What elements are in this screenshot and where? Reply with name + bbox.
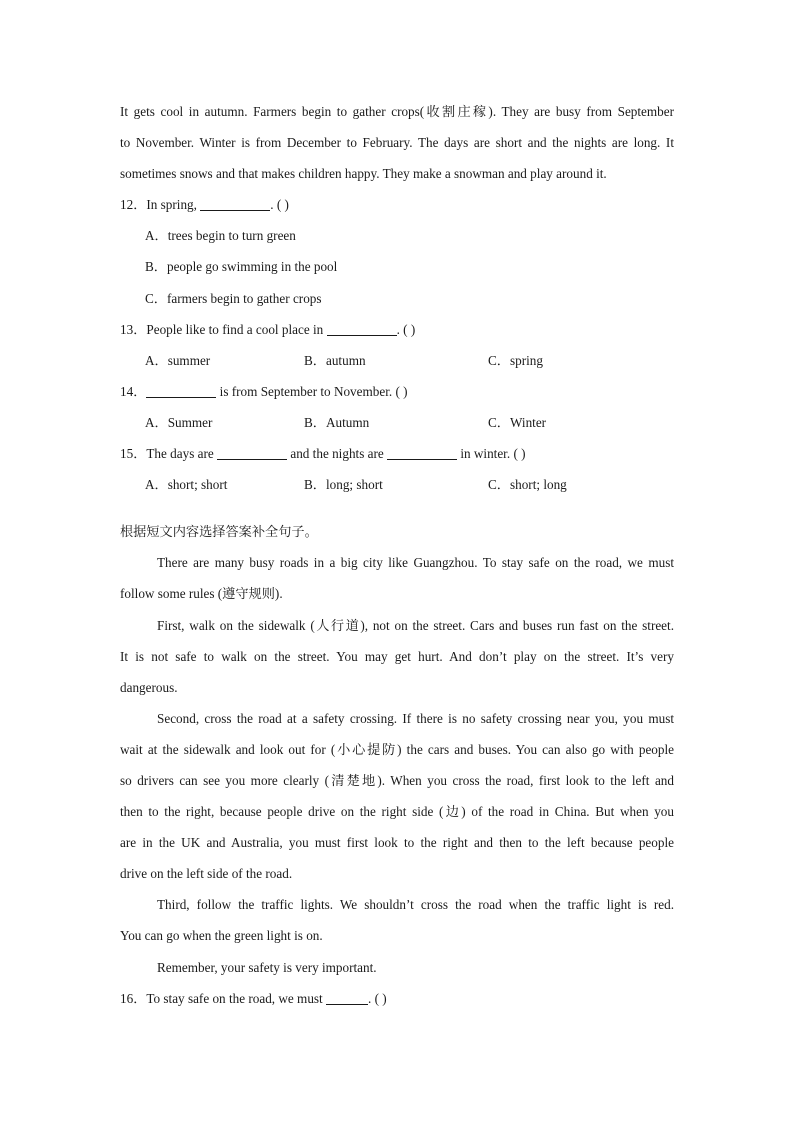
options-row	[120, 469, 674, 500]
passage-line: It gets cool in autumn. Farmers begin to gather crops(收割庄稼). They are busy from September	[120, 104, 674, 119]
option-c[interactable]: C．short; long	[488, 477, 567, 493]
passage-line: Second, cross the road at a safety crossing. If there is no safety crossing near you, you must	[157, 710, 674, 726]
answer-blank[interactable]	[387, 446, 457, 460]
passage-line: You can go when the green light is on.	[120, 928, 323, 944]
option-b[interactable]: B．people go swimming in the pool	[145, 259, 338, 275]
passage-line: drive on the left side of the road.	[120, 866, 293, 882]
answer-blank[interactable]	[146, 384, 216, 398]
option-c[interactable]: C．spring	[488, 352, 543, 368]
answer-blank[interactable]	[200, 197, 270, 211]
option-c[interactable]: C．farmers begin to gather crops	[145, 290, 322, 306]
option-b[interactable]: B．autumn	[304, 352, 366, 368]
option-a[interactable]: A．Summer	[145, 414, 213, 430]
option-b[interactable]: B．Autumn	[304, 414, 370, 430]
answer-blank[interactable]	[326, 991, 368, 1005]
passage-line: It is not safe to walk on the street. You may get hurt. And don’t play on the street. It’s very	[120, 648, 674, 664]
passage-line: so drivers can see you more clearly (清楚地). When you cross the road, first look to the left and	[120, 772, 674, 788]
option-a[interactable]: A．trees begin to turn green	[145, 228, 296, 244]
answer-blank[interactable]	[327, 322, 397, 336]
passage-line: dangerous.	[120, 679, 178, 695]
document-page	[120, 96, 674, 1014]
passage-line: Remember, your safety is very important.	[157, 959, 377, 975]
passage-line: sometimes snows and that makes children happy. They make a snowman and play around it.	[120, 166, 607, 182]
question-13: 13．People like to find a cool place in . ( )	[120, 321, 416, 337]
question-12: 12．In spring, . ( )	[120, 197, 289, 213]
section-instruction: 根据短文内容选择答案补全句子。	[120, 524, 318, 540]
options-row	[120, 345, 674, 376]
option-c[interactable]: C．Winter	[488, 414, 547, 430]
passage-line: First, walk on the sidewalk (人行道), not on the street. Cars and buses run fast on the street.	[157, 617, 674, 633]
question-15: 15．The days are and the nights are in winter. ( )	[120, 446, 526, 462]
passage-line: are in the UK and Australia, you must first look to the right and then to the left because people	[120, 835, 674, 851]
passage-line: There are many busy roads in a big city like Guangzhou. To stay safe on the road, we must	[157, 555, 674, 571]
question-14: 14． is from September to November. ( )	[120, 383, 408, 399]
option-b[interactable]: B．long; short	[304, 477, 383, 493]
passage-line: follow some rules (遵守规则).	[120, 586, 283, 602]
passage-line: wait at the sidewalk and look out for (小心提防) the cars and buses. You can also go with people	[120, 741, 674, 757]
option-a[interactable]: A．summer	[145, 352, 211, 368]
passage-line: Third, follow the traffic lights. We shouldn’t cross the road when the traffic light is red.	[157, 897, 674, 913]
options-row	[120, 407, 674, 438]
section-gap	[120, 500, 674, 516]
passage-line: to November. Winter is from December to February. The days are short and the nights are long. It	[120, 135, 674, 151]
answer-blank[interactable]	[217, 446, 287, 460]
question-16: 16．To stay safe on the road, we must . ( )	[120, 990, 387, 1006]
passage-line: then to the right, because people drive on the right side (边) of the road in China. But when you	[120, 804, 674, 820]
option-a[interactable]: A．short; short	[145, 477, 228, 493]
